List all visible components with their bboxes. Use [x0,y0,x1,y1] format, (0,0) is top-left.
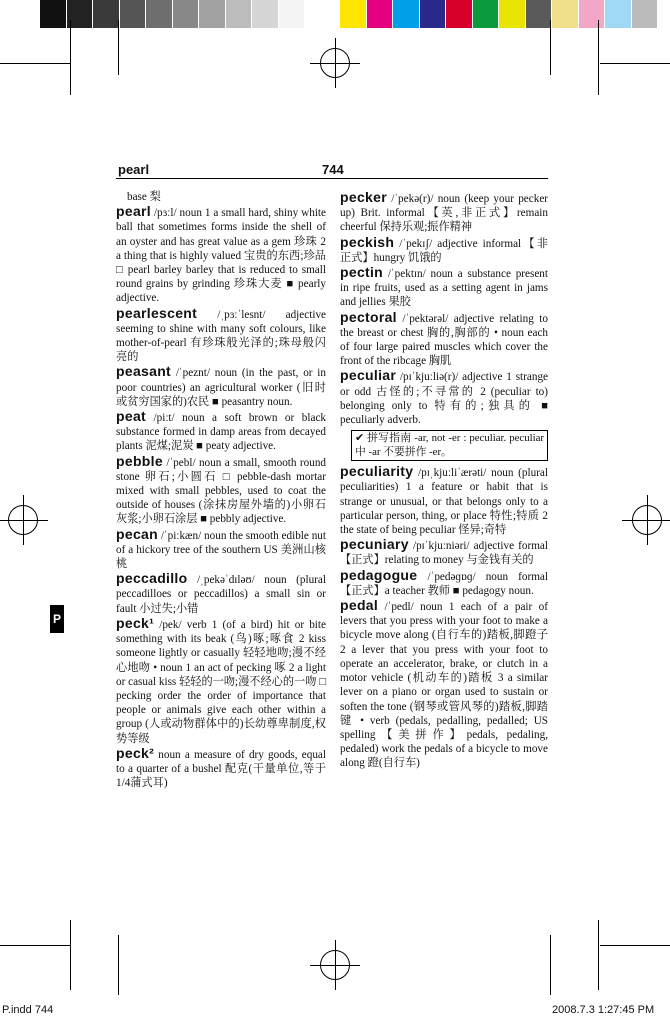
crop-mark [598,920,599,990]
entry-definition: /pɪˈkjuːniəri/ adjective formal【正式】relating to money 与金钱有关的 [340,540,548,567]
headword: pecan [116,525,158,542]
entry-pectin [340,265,548,310]
entry-peck2 [116,746,326,791]
headword: pectoral [340,308,397,325]
color-swatch [552,0,579,28]
color-swatch [579,0,606,28]
entry-pecker [340,190,548,235]
footer-filename: P.indd 744 [2,1004,54,1016]
crop-mark [70,20,71,95]
crop-mark [600,63,670,64]
entry-peculiar [340,368,548,427]
headword: pebble [116,452,163,469]
guide-word: pearl [118,162,150,177]
color-swatch [499,0,526,28]
entry-peculiarity [340,464,548,537]
entry-definition: /ˈpekə(r)/ noun (keep your pecker up) Brit. informal【英,非正式】remain cheerful 保持乐观;振作精神 [340,193,549,234]
entry-peccadillo [116,571,326,616]
color-swatch [40,0,67,28]
color-swatch [279,0,306,28]
entry-pecan [116,527,326,572]
entry-peckish [340,235,548,265]
crop-mark [118,20,119,75]
entry-definition: /pek/ verb 1 (of a bird) hit or bite something with its beak (鸟)啄;啄食 2 kiss someone lightly or casually 轻轻地吻;漫不经心地吻 • noun 1 an act of pecking 啄 2 a light or casual kiss 轻轻的一吻;漫不经心的一吻 □ pecking order the order of importance that people or animals give each other within a group (人或动物群体中的)长幼尊卑制度,权势等级 [116,618,326,745]
entry-definition: /ˈpekɪʃ/ adjective informal【非正式】hungry 饥饿的 [340,237,549,264]
entry-definition: /ˈpedəɡɒɡ/ noun formal【正式】a teacher 教师 ■ pedagogy noun. [340,570,548,597]
headword: pectin [340,264,384,281]
headword: pearlescent [116,304,198,321]
crop-mark [0,945,70,946]
headword: peculiar [340,367,397,384]
color-swatch [252,0,279,28]
color-swatch [199,0,226,28]
entry-definition: /pɜːl/ noun 1 a small hard, shiny white ball that sometimes forms inside the shell of an oyster and has great value as a gem 珍珠 2 a thing that is highly valued 宝贵的东西;珍品 □ pearl barley barley that is reduced to small round grains by grinding 珍珠大麦 ■ pearly adjective. [116,207,327,305]
headword: peccadillo [116,570,188,587]
registration-mark-h [622,520,670,521]
crop-mark [550,935,551,995]
entry-definition: /ˈpebl/ noun a small, smooth round stone 卵石;小圆石 □ pebble-dash mortar mixed with small pebbles, used to coat the outside of houses (涂抹房屋外墙的)小卵石灰浆;小卵石涂层 ■ pebbly adjective. [116,456,327,526]
entry-pedagogue [340,568,548,598]
footer-timestamp: 2008.7.3 1:27:45 PM [552,1004,655,1016]
color-swatch [393,0,420,28]
headword: pecuniary [340,536,409,553]
crop-mark [600,945,670,946]
thumb-tab: P [50,605,64,633]
color-swatch [526,0,553,28]
registration-mark-v [23,495,24,545]
entry-pearl [116,204,326,305]
entry-definition: /pɪˌkjuːliˈærəti/ noun (plural peculiarities) 1 a feature or habit that is strange or unusual, or that belongs only to a particular person, thing, or place 特性;特质 2 the state of being peculiar 怪异;奇特 [340,467,548,537]
spelling-note-box: ✔ 拼写指南 -ar, not -er : peculiar. peculiar 中 -ar 不要拼作 -er。 [351,430,548,461]
color-swatch [446,0,473,28]
entry-definition: /pɪˈkjuːliə(r)/ adjective 1 strange or odd 古怪的;不寻常的 2 (peculiar to) belonging only to 特有的;独具的 ■ peculiarly adverb. [340,371,549,427]
color-swatch [173,0,200,28]
headword: pedal [340,597,379,614]
grayscale-color-bar [40,0,305,28]
entry-pectoral [340,310,548,369]
entry-definition: /ˈpeznt/ noun (in the past, or in poor countries) an agricultural worker (旧时或贫穷国家的)农民 ■ peasantry noun. [116,367,327,408]
crop-mark [70,920,71,990]
entry-pearlescent [116,306,326,365]
left-column [116,190,326,790]
registration-mark-v [335,940,336,990]
entry-peasant [116,364,326,409]
registration-mark-h [0,520,48,521]
entry-pecuniary [340,537,548,567]
cmyk-color-bar [340,0,658,28]
headword: peasant [116,363,172,380]
headword: peat [116,408,146,425]
entry-definition: /ˈpiːkæn/ noun the smooth edible nut of a hickory tree of the southern US 美洲山核桃 [116,529,326,571]
entry-pebble [116,454,326,527]
headword: pearl [116,203,151,220]
crop-mark [118,935,119,995]
color-swatch [120,0,147,28]
page-number: 744 [322,162,344,177]
registration-mark-v [647,495,648,545]
color-swatch [473,0,500,28]
entry-definition: base 梨 [127,191,161,203]
color-swatch [420,0,447,28]
color-swatch [146,0,173,28]
entry-definition: noun a measure of dry goods, equal to a quarter of a bushel 配克(干量单位,等于1/4蒲式耳) [116,748,326,790]
entry-definition: /ˈpedl/ noun 1 each of a pair of levers that you press with your foot to make a bicycle move along (自行车的)踏板,脚蹬子 2 a lever that you press with your foot to operate an accelerator, brake, or clutch in a motor vehicle (机动车的)踏板 3 a similar lever on a piano or organ used to sustain or soften the tone (钢琴或管风琴的)踏板,脚踏键 • verb (pedals, pedalling, pedalled; US spelling【美拼作】pedals, pedaling, pedaled) work the pedals of a bicycle to move along 蹬(自行车) [340,601,548,770]
entry-definition: /piːt/ noun a soft brown or black substance formed in damp areas from decayed plants 泥煤;泥炭 ■ peaty adjective. [116,412,326,453]
entry-definition: /ˌpɜːˈlesnt/ adjective seeming to shine with many soft colours, like mother-of-pearl 有珍珠般光泽的;珠母般闪亮的 [116,308,327,364]
crop-mark [598,20,599,95]
color-swatch [93,0,120,28]
entry-continuation [116,190,326,204]
entry-definition: /ˈpektərəl/ adjective relating to the breast or chest 胸的,胸部的 • noun each of four large paired muscles which cover the front of the ribcage 胸肌 [340,312,549,368]
color-swatch [340,0,367,28]
headword: peck² [116,744,155,761]
color-swatch [367,0,394,28]
headword: peculiarity [340,463,414,480]
header-rule [116,178,548,179]
color-swatch [605,0,632,28]
entry-peat [116,409,326,454]
headword: pecker [340,189,387,205]
headword: peck¹ [116,614,155,631]
entry-peck1 [116,616,326,746]
entry-pedal [340,598,548,770]
entry-definition: /ˈpektɪn/ noun a substance present in ripe fruits, used as a setting agent in jams and jellies 果胶 [340,268,549,309]
crop-mark [550,20,551,75]
registration-mark-v [335,38,336,88]
color-swatch [632,0,659,28]
color-swatch [226,0,253,28]
right-column [340,190,548,771]
crop-mark [0,63,70,64]
headword: peckish [340,233,395,250]
entry-definition: /ˌpekəˈdɪləʊ/ noun (plural peccadilloes or peccadillos) a small sin or fault 小过失;小错 [116,574,326,615]
headword: pedagogue [340,566,418,583]
